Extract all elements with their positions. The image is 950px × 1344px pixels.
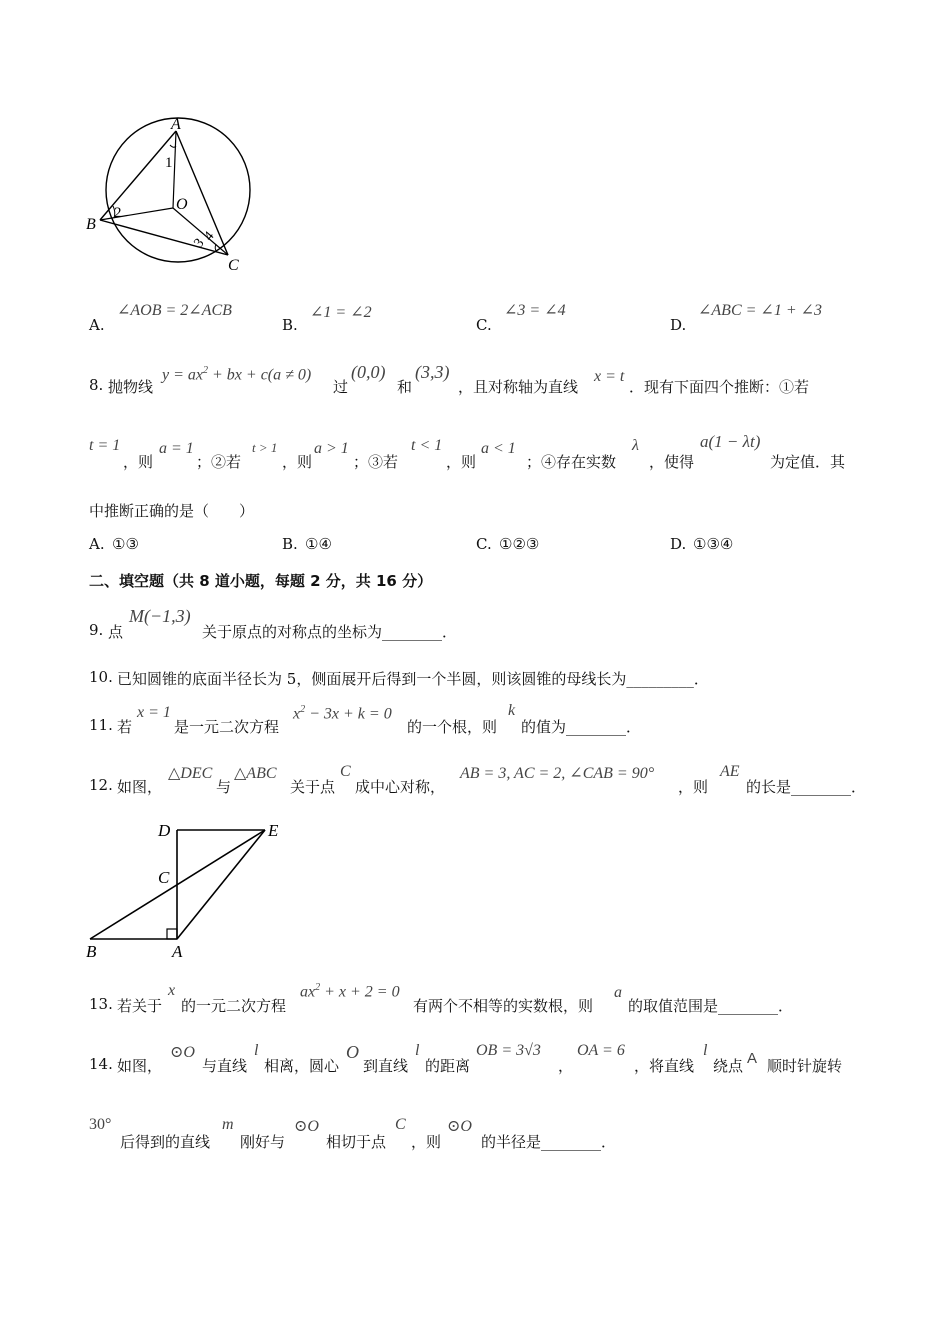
q12-math-2: △ABC xyxy=(234,765,277,782)
q8-math-6: a = 1 xyxy=(159,440,194,457)
label-o: O xyxy=(176,196,188,213)
q10-text-1: 已知圆锥的底面半径长为 5，侧面展开后得到一个半圆，则该圆锥的母线长为_________． xyxy=(117,670,709,688)
q9-text-1: 点 xyxy=(108,623,124,641)
q13-math-2: $ax^2 + x + 2 = 0$ xyxy=(300,982,400,1001)
q8-option-b-text: ①④ xyxy=(305,535,332,553)
q13-text-3: 有两个不相等的实数根，则 xyxy=(413,997,594,1015)
q14-math-8: A xyxy=(747,1050,758,1067)
q8-number: 8. xyxy=(89,376,104,394)
q14-math-3: O xyxy=(346,1042,359,1062)
q14-text-14: 的半径是________． xyxy=(481,1133,617,1151)
q8-text-5: ．现有下面四个推断：①若 xyxy=(629,378,810,396)
q8-math-3: (3,3) xyxy=(415,362,450,382)
q14-math-12: C xyxy=(395,1116,406,1133)
q11-math-3: k xyxy=(508,702,516,719)
q7-option-c-letter: C. xyxy=(476,316,492,334)
q13-text-2: 的一元二次方程 xyxy=(181,997,287,1015)
q8-math-7: t > 1 xyxy=(252,440,278,455)
q7-option-a-letter: A. xyxy=(89,316,105,334)
q8-option-b-letter: B. xyxy=(282,535,298,553)
q7-option-b-letter: B. xyxy=(282,316,298,334)
q14-text-5: 的距离 xyxy=(425,1057,471,1075)
q8-math-10: a < 1 xyxy=(481,440,516,457)
q8-option-a-letter: A. xyxy=(89,535,105,553)
q8-math-1: $y = ax^2$ + bx + c(a ≠ 0) xyxy=(162,365,312,384)
q11-text-2: 是一元二次方程 xyxy=(174,718,280,736)
label-c: C xyxy=(158,868,170,887)
circle-triangle-figure xyxy=(80,110,260,280)
segment-ob xyxy=(100,208,173,220)
circumcircle xyxy=(106,118,250,262)
q14-math-1: ⊙O xyxy=(170,1044,195,1061)
q12-math-1: △DEC xyxy=(168,765,213,782)
q12-text-2: 与 xyxy=(216,778,232,796)
q7-option-a-expr: ∠AOB = 2∠ACB xyxy=(117,302,232,319)
q9-math-1: M(−1,3) xyxy=(129,606,191,626)
q14-text-12: 相切于点 xyxy=(326,1133,387,1151)
q8-math-8: a > 1 xyxy=(314,440,349,457)
q14-text-10: 后得到的直线 xyxy=(120,1133,211,1151)
q7-option-d-expr: ∠ABC = ∠1 + ∠3 xyxy=(698,302,823,319)
q14-math-2: l xyxy=(254,1042,259,1059)
q8-text-11: ；④存在实数 xyxy=(526,453,617,471)
label-e: E xyxy=(268,821,279,840)
q12-math-4: AB = 3, AC = 2, ∠CAB = 90° xyxy=(460,765,655,782)
q8-text-10: ，则 xyxy=(446,453,477,471)
q8-option-d-text: ①③④ xyxy=(693,535,734,553)
q14-math-9: 30° xyxy=(89,1116,112,1133)
q8-text-8: ，则 xyxy=(282,453,313,471)
q14-math-13: ⊙O xyxy=(447,1118,472,1135)
q12-math-3: C xyxy=(340,763,351,780)
label-a: A xyxy=(172,942,183,961)
label-b: B xyxy=(86,942,97,961)
q14-text-9: 顺时针旋转 xyxy=(767,1057,843,1075)
central-symmetry-figure xyxy=(80,815,300,965)
q7-option-d-letter: D. xyxy=(670,316,687,334)
q10-number: 10. xyxy=(89,668,113,686)
q11-math-1: x = 1 xyxy=(137,704,171,721)
q13-number: 13. xyxy=(89,995,113,1013)
q12-math-5: AE xyxy=(720,763,740,780)
label-angle-4: 4 xyxy=(201,228,218,244)
q8-math-11: λ xyxy=(632,437,639,454)
q11-math-2: $x^2 - 3x + k = 0$ xyxy=(293,704,392,723)
q8-text-3: 和 xyxy=(397,378,413,396)
label-angle-3: 3 xyxy=(191,235,208,251)
q8-text-4: ，且对称轴为直线 xyxy=(458,378,579,396)
q14-text-6: ， xyxy=(558,1057,574,1075)
q14-math-4: l xyxy=(415,1042,420,1059)
q14-math-10: m xyxy=(222,1116,234,1133)
q11-number: 11. xyxy=(89,716,113,734)
q12-text-3: 关于点 xyxy=(290,778,336,796)
q11-text-3: 的一个根，则 xyxy=(407,718,498,736)
section-2-heading: 二、填空题（共 8 道小题，每题 2 分，共 16 分） xyxy=(89,572,433,590)
q14-text-3: 相离，圆心 xyxy=(264,1057,340,1075)
q14-text-11: 刚好与 xyxy=(240,1133,286,1151)
q8-math-4: x = t xyxy=(594,368,625,385)
q9-number: 9. xyxy=(89,621,104,639)
label-angle-1: 1 xyxy=(165,155,173,171)
q12-text-5: ，则 xyxy=(678,778,709,796)
q11-text-4: 的值为________． xyxy=(521,718,642,736)
label-angle-2: 2 xyxy=(114,205,122,221)
q14-math-11: ⊙O xyxy=(294,1118,319,1135)
q14-math-7: l xyxy=(703,1042,708,1059)
q8-text-13: 为定值．其 xyxy=(770,453,846,471)
q8-text-12: ，使得 xyxy=(649,453,695,471)
q12-text-1: 如图， xyxy=(117,778,163,796)
q8-text-1: 抛物线 xyxy=(108,378,154,396)
q12-number: 12. xyxy=(89,776,113,794)
q8-text-2: 过 xyxy=(333,378,349,396)
q14-text-4: 到直线 xyxy=(363,1057,409,1075)
q13-text-1: 若关于 xyxy=(117,997,163,1015)
q14-number: 14. xyxy=(89,1055,113,1073)
q8-option-d-letter: D. xyxy=(670,535,687,553)
q8-math-2: (0,0) xyxy=(351,362,386,382)
q8-option-c-letter: C. xyxy=(476,535,492,553)
q8-math-9: t < 1 xyxy=(411,437,443,454)
label-a: A xyxy=(171,116,181,133)
q14-text-13: ，则 xyxy=(411,1133,442,1151)
q8-option-a-text: ①③ xyxy=(112,535,139,553)
q7-option-b-expr: ∠1 = ∠2 xyxy=(310,304,372,321)
q13-text-4: 的取值范围是________． xyxy=(628,997,794,1015)
q8-math-5: t = 1 xyxy=(89,437,121,454)
label-c: C xyxy=(228,257,239,274)
q13-math-3: a xyxy=(614,984,622,1001)
q8-math-12: a(1 − λt) xyxy=(700,432,761,451)
q14-math-5: OB = 3√3 xyxy=(476,1042,541,1059)
q11-text-1: 若 xyxy=(117,718,133,736)
q14-text-8: 绕点 xyxy=(713,1057,744,1075)
label-b: B xyxy=(86,216,96,233)
q8-option-c-text: ①②③ xyxy=(499,535,540,553)
segment-ae xyxy=(177,830,265,939)
q7-option-c-expr: ∠3 = ∠4 xyxy=(504,302,566,319)
q14-math-6: OA = 6 xyxy=(577,1042,625,1059)
q14-text-7: ，将直线 xyxy=(634,1057,695,1075)
q13-math-1: x xyxy=(168,982,176,999)
q14-text-2: 与直线 xyxy=(202,1057,248,1075)
segment-ab xyxy=(100,131,176,220)
q8-text-7: ；②若 xyxy=(196,453,242,471)
q14-text-1: 如图， xyxy=(117,1057,163,1075)
right-angle-mark xyxy=(167,929,177,939)
q12-text-6: 的长是________． xyxy=(746,778,867,796)
q8-text-6: ，则 xyxy=(123,453,154,471)
label-d: D xyxy=(158,821,171,840)
q8-text-9: ；③若 xyxy=(353,453,399,471)
segment-ac xyxy=(176,131,228,255)
q12-text-4: 成中心对称， xyxy=(355,778,446,796)
q9-text-2: 关于原点的对称点的坐标为________． xyxy=(202,623,458,641)
q8-text-14: 中推断正确的是（ ） xyxy=(89,502,255,520)
